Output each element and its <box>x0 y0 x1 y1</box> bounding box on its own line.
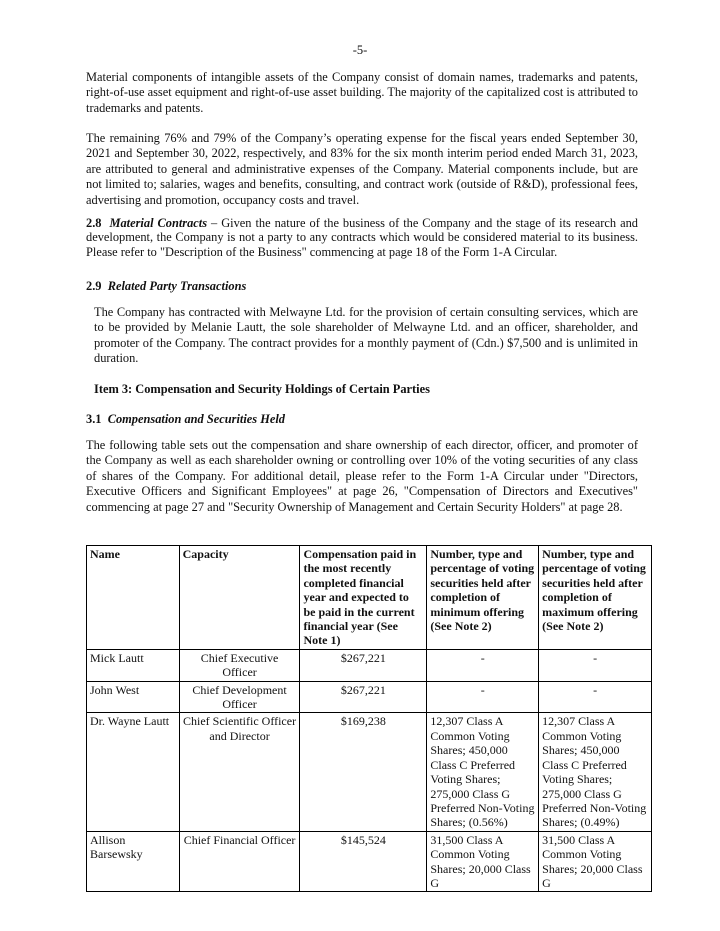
section-number: 2.8 <box>86 216 102 230</box>
header-min-offering: Number, type and percentage of voting securities held after completion of minimum offering (See Note 2) <box>427 546 539 650</box>
table-row: Dr. Wayne Lautt Chief Scientific Officer and Director $169,238 12,307 Class A Common Voting Shares; 450,000 Class C Preferred Voting Shares; 275,000 Class G Preferred Non-Voting Shares; (0.56%) 12,307 Class A Common Voting Shares; 450,000 Class C Preferred Voting Shares; 275,000 Class G Preferred Non-Voting Shares; (0.49%) <box>87 713 652 831</box>
compensation-intro-paragraph: The following table sets out the compensation and share ownership of each director, officer, and promoter of the Company as well as each shareholder owning or controlling over 10% of the voting securities of any class of shares of the Company. For additional detail, please refer to the Form 1-A Circular under "Directors, Executive Officers and Significant Employees" at page 26, "Compensation of Directors and Executives" commencing at page 27 and "Security Ownership of Management and Certain Security Holders" at page 28. <box>86 438 638 514</box>
compensation-heading: 3.1 Compensation and Securities Held <box>86 412 285 426</box>
intangibles-paragraph: Material components of intangible assets of the Company consist of domain names, trademarks and patents, right-of-use asset equipment and right-of-use asset building. The majority of the capitalized cost is attributed to trademarks and patents. <box>86 70 638 115</box>
related-party-paragraph: The Company has contracted with Melwayne Ltd. for the provision of certain consulting services, which are to be provided by Melanie Lautt, the sole shareholder of Melwayne Ltd. and an officer, shareholder, and promoter of the Company. The contract provides for a monthly payment of (Cdn.) $7,500 and is unlimited in duration. <box>94 305 638 366</box>
header-name: Name <box>87 546 180 650</box>
page-number: -5- <box>352 43 368 57</box>
table-row: Allison Barsewsky Chief Financial Officer $145,524 31,500 Class A Common Voting Shares; 20,000 Class G 31,500 Class A Common Voting Shares; 20,000 Class G <box>87 831 652 892</box>
operating-expense-paragraph: The remaining 76% and 79% of the Company’s operating expense for the fiscal years ended September 30, 2021 and September 30, 2022, respectively, and 83% for the six month interim period ended March 31, 2023, are attributed to general and administrative expenses of the Company. Material components include, but are not limited to; salaries, wages and benefits, consulting, and contract work (outside of R&D), professional fees, advertising and promotion, occupancy costs and travel. <box>86 131 638 207</box>
related-party-heading: 2.9 Related Party Transactions <box>86 279 247 293</box>
material-contracts-section <box>86 216 638 259</box>
header-compensation: Compensation paid in the most recently completed financial year and expected to be paid in the current financial year (See Note 1) <box>300 546 427 650</box>
table-header-row <box>87 546 652 650</box>
table-row: Mick Lautt Chief Executive Officer $267,221 - - <box>87 649 652 681</box>
item-3-heading: Item 3: Compensation and Security Holdings of Certain Parties <box>94 382 430 396</box>
compensation-table <box>86 545 652 892</box>
section-title: Material Contracts <box>109 216 208 230</box>
table-row: John West Chief Development Officer $267,221 - - <box>87 681 652 713</box>
section-text: – Given the nature of the business of the Company and the stage of its research and development, the Company is not a party to any contracts which would be considered material to its business. Please refer to "Description of the Business" commencing at page 18 of the Form 1-A Circular. <box>86 216 638 259</box>
header-max-offering: Number, type and percentage of voting securities held after completion of maximum offering (See Note 2) <box>539 546 652 650</box>
header-capacity: Capacity <box>179 546 300 650</box>
